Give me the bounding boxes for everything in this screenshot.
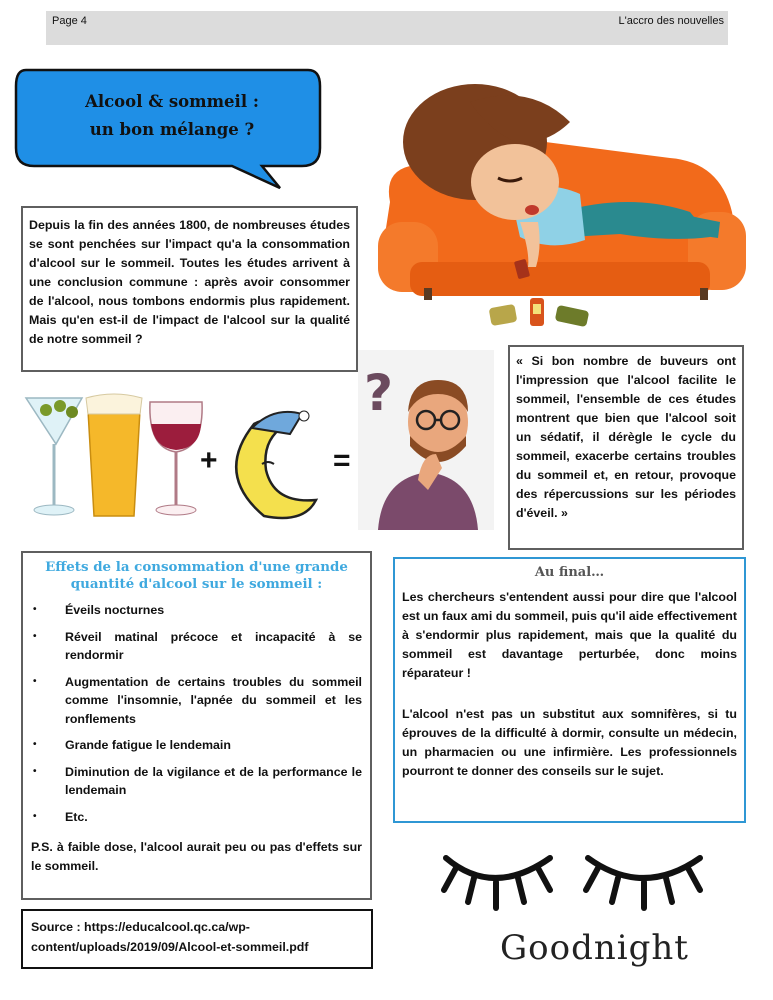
goodnight-lettering: Goodnight xyxy=(500,928,689,968)
list-item xyxy=(31,601,362,620)
intro-paragraph xyxy=(29,216,350,349)
list-item xyxy=(31,736,362,755)
list-item xyxy=(31,763,362,800)
source-box xyxy=(21,909,373,969)
list-item-text: Éveils nocturnes xyxy=(65,603,165,617)
intro-text-box xyxy=(21,206,358,372)
newsletter-name: L'accro des nouvelles xyxy=(618,15,724,27)
effects-box xyxy=(21,551,372,900)
intro-text-end: . Mais qu'en est-il de l'impact de l'alcool sur la qualité de notre sommeil ? xyxy=(29,294,350,346)
title-line-1: Alcool & sommeil : xyxy=(85,92,259,111)
intro-text: Depuis la fin des années 1800, de nombreuses études se sont penchées sur l'impact qu'a la consommation d'alcool sur le sommeil. Toutes les études arrivent à une conclusion commune : xyxy=(29,218,350,289)
list-item-text: Diminution de la vigilance et de la performance le lendemain xyxy=(65,764,362,797)
faux-ami-highlight: faux ami xyxy=(441,609,493,623)
conclusion-title: Au final… xyxy=(534,565,605,580)
plus-sign: + xyxy=(200,444,218,477)
bullet-icon: • xyxy=(33,810,37,822)
list-item-text: Etc. xyxy=(65,809,88,824)
postscript-note: P.S. à faible dose, l'alcool aurait peu ou pas d'effets sur le sommeil. xyxy=(31,840,362,873)
drinks-glasses-illustration xyxy=(22,388,212,528)
list-item xyxy=(31,673,362,729)
conclusion-paragraph-1 xyxy=(402,588,737,683)
list-item xyxy=(31,808,362,827)
sleeping-woman-sofa-illustration xyxy=(370,62,750,334)
conclusion-box xyxy=(393,557,746,823)
thinking-man-illustration xyxy=(358,350,494,530)
title-line-2: un bon mélange ? xyxy=(89,120,255,139)
svg-text:?: ? xyxy=(364,364,394,422)
equals-sign: = xyxy=(333,444,351,477)
intro-highlight: après avoir consommer de l'alcool, nous tombons endormis plus rapidement xyxy=(29,275,350,308)
effects-title xyxy=(31,559,362,593)
source-line-1: Source : https://educalcool.qc.ca/wp- xyxy=(31,920,250,934)
list-item xyxy=(31,628,362,665)
closed-eyes-icon xyxy=(438,836,708,916)
quote-box xyxy=(508,345,744,550)
page-title xyxy=(32,88,312,144)
effects-title-line-2: quantité d'alcool sur le sommeil : xyxy=(70,576,323,592)
page-number: Page 4 xyxy=(52,15,87,27)
conclusion-paragraph-2: L'alcool n'est pas un substitut aux somnifères, si tu éprouves de la difficulté à dormir, consulte un médecin, un pharmacien ou une infirmière. Les professionnels pourront te donner des conseils sur le sujet. xyxy=(402,707,737,778)
title-speech-bubble xyxy=(12,66,324,190)
list-item-text: Augmentation de certains troubles du sommeil comme l'insomnie, l'apnée du sommeil et les ronflements xyxy=(65,674,362,726)
list-item-text: Grande fatigue le lendemain xyxy=(65,738,231,752)
quote-text: « Si bon nombre de buveurs ont l'impression que l'alcool facilite le sommeil, l'ensemble de ces études montrent que bien que l'alcool soit un sédatif, il dérègle le cycle du sommeil, exacerbe certains troubles du sommeil et, en retour, provoque des répercussions sur les périodes d'éveil. » xyxy=(516,354,736,520)
effects-list xyxy=(31,601,362,826)
bullet-icon: • xyxy=(33,739,37,750)
bullet-icon: • xyxy=(33,604,37,615)
conclusion-text: Les chercheurs s'entendent aussi pour dire que l'alcool est un xyxy=(402,590,737,623)
bullet-icon: • xyxy=(33,675,37,687)
bullet-icon: • xyxy=(33,765,37,777)
source-line-2: content/uploads/2019/09/Alcool-et-sommeil.pdf xyxy=(31,940,309,954)
bullet-icon: • xyxy=(33,630,37,642)
page-header xyxy=(46,11,728,45)
conclusion-text-end: du sommeil, puis qu'il aide effectivement à s'endormir plus rapidement, mais que la qualité du sommeil est davantage perturbée, donc moins réparateur ! xyxy=(402,609,737,680)
effects-title-line-1: Effets de la consommation d'une grande xyxy=(45,559,348,575)
list-item-text: Réveil matinal précoce et incapacité à se rendormir xyxy=(65,629,362,662)
sleeping-moon-icon xyxy=(224,404,324,526)
